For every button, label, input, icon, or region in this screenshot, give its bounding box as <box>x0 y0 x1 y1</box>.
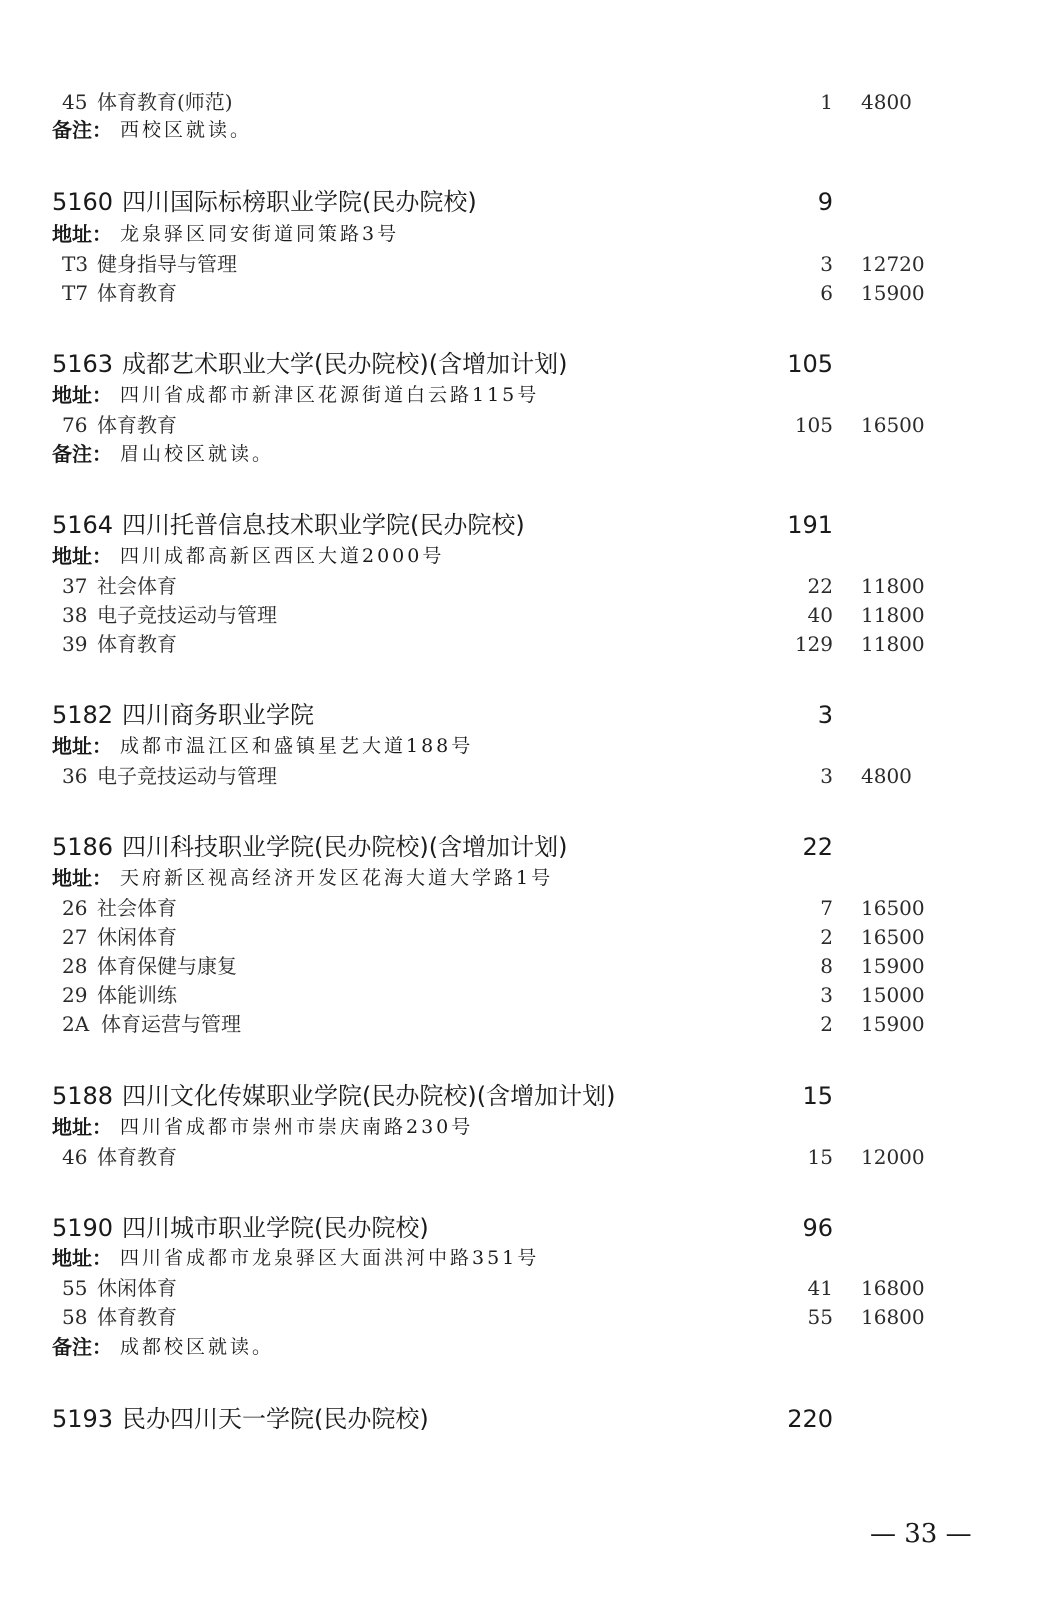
program-fee: 4800 <box>861 764 912 788</box>
institution-header <box>0 510 1063 540</box>
address-row <box>0 221 1063 247</box>
institution-header <box>0 1081 1063 1111</box>
program-row <box>0 1303 1063 1331</box>
institution-name: 四川科技职业学院(民办院校)(含增加计划) <box>122 833 568 861</box>
program-row <box>0 952 1063 980</box>
institution-code: 5186 <box>52 833 114 861</box>
program-fee: 16800 <box>861 1276 925 1300</box>
program-code: 37 <box>62 574 88 598</box>
program-code: 29 <box>62 983 88 1007</box>
institution-total: 9 <box>817 188 833 216</box>
program-name: 休闲体育 <box>97 925 177 949</box>
program-code: 55 <box>62 1276 88 1300</box>
program-row <box>0 762 1063 790</box>
program-count: 129 <box>794 632 833 656</box>
address-label: 地址： <box>52 866 112 890</box>
address-row <box>0 865 1063 891</box>
institution-code: 5164 <box>52 511 114 539</box>
program-count: 8 <box>820 954 833 978</box>
institution-total: 96 <box>802 1214 833 1242</box>
note-text: 成都校区就读。 <box>120 1336 275 1358</box>
address-text: 龙泉驿区同安街道同策路3号 <box>120 223 400 245</box>
page-number: — 33 — <box>870 1519 972 1549</box>
program-row <box>0 572 1063 600</box>
program-row <box>0 250 1063 278</box>
program-count: 6 <box>820 281 833 305</box>
address-text: 成都市温江区和盛镇星艺大道188号 <box>120 735 474 757</box>
address-label: 地址： <box>52 1115 112 1139</box>
program-name: 休闲体育 <box>97 1276 177 1300</box>
program-row <box>0 411 1063 439</box>
program-fee: 16500 <box>861 896 925 920</box>
program-count: 3 <box>820 764 833 788</box>
program-code: 2A <box>62 1012 90 1036</box>
institution-code: 5160 <box>52 188 114 216</box>
program-fee: 16500 <box>861 413 925 437</box>
institution-name: 四川商务职业学院 <box>122 701 314 729</box>
program-name: 体能训练 <box>97 983 177 1007</box>
institution-header <box>0 1213 1063 1243</box>
address-row <box>0 543 1063 569</box>
program-name: 社会体育 <box>97 574 177 598</box>
program-row <box>0 1010 1063 1038</box>
program-code: 58 <box>62 1305 88 1329</box>
program-fee: 15900 <box>861 1012 925 1036</box>
program-row <box>0 88 1063 116</box>
program-fee: 16500 <box>861 925 925 949</box>
program-row <box>0 630 1063 658</box>
institution-code: 5190 <box>52 1214 114 1242</box>
institution-total: 191 <box>787 511 833 539</box>
address-row <box>0 1114 1063 1140</box>
institution-code: 5163 <box>52 350 114 378</box>
program-fee: 15000 <box>861 983 925 1007</box>
note-label: 备注： <box>52 1335 112 1359</box>
institution-code: 5182 <box>52 701 114 729</box>
institution-header <box>0 700 1063 730</box>
program-code: 76 <box>62 413 88 437</box>
note-label: 备注： <box>52 118 112 142</box>
address-label: 地址： <box>52 734 112 758</box>
program-row <box>0 279 1063 307</box>
institution-code: 5188 <box>52 1082 114 1110</box>
program-fee: 11800 <box>861 632 925 656</box>
address-text: 天府新区视高经济开发区花海大道大学路1号 <box>120 867 554 889</box>
address-text: 四川成都高新区西区大道2000号 <box>120 545 445 567</box>
program-code: 38 <box>62 603 88 627</box>
program-count: 7 <box>820 896 833 920</box>
institution-total: 15 <box>802 1082 833 1110</box>
address-row <box>0 1245 1063 1271</box>
program-row <box>0 601 1063 629</box>
program-code: 36 <box>62 764 88 788</box>
program-name: 体育保健与康复 <box>97 954 237 978</box>
address-label: 地址： <box>52 383 112 407</box>
program-name: 电子竞技运动与管理 <box>97 764 277 788</box>
program-name: 体育教育(师范) <box>97 90 233 114</box>
program-row <box>0 981 1063 1009</box>
program-count: 15 <box>807 1145 833 1169</box>
address-row <box>0 382 1063 408</box>
institution-header <box>0 1404 1063 1434</box>
note-row <box>0 1334 1063 1360</box>
program-name: 体育运营与管理 <box>101 1012 241 1036</box>
program-fee: 11800 <box>861 603 925 627</box>
program-name: 社会体育 <box>97 896 177 920</box>
institution-name: 成都艺术职业大学(民办院校)(含增加计划) <box>122 350 568 378</box>
program-count: 40 <box>807 603 833 627</box>
institution-name: 四川文化传媒职业学院(民办院校)(含增加计划) <box>122 1082 616 1110</box>
program-code: 46 <box>62 1145 88 1169</box>
program-fee: 15900 <box>861 281 925 305</box>
address-label: 地址： <box>52 544 112 568</box>
institution-name: 四川城市职业学院(民办院校) <box>122 1214 429 1242</box>
program-count: 22 <box>807 574 833 598</box>
program-row <box>0 894 1063 922</box>
note-row <box>0 117 1063 143</box>
institution-name: 四川国际标榜职业学院(民办院校) <box>122 188 477 216</box>
program-fee: 15900 <box>861 954 925 978</box>
program-name: 体育教育 <box>97 1145 177 1169</box>
note-row <box>0 441 1063 467</box>
program-name: 体育教育 <box>97 281 177 305</box>
institution-total: 220 <box>787 1405 833 1433</box>
program-name: 体育教育 <box>97 632 177 656</box>
note-text: 西校区就读。 <box>120 119 253 141</box>
program-name: 电子竞技运动与管理 <box>97 603 277 627</box>
address-text: 四川省成都市龙泉驿区大面洪河中路351号 <box>120 1247 540 1269</box>
address-label: 地址： <box>52 1246 112 1270</box>
note-text: 眉山校区就读。 <box>120 443 275 465</box>
institution-name: 民办四川天一学院(民办院校) <box>122 1405 429 1433</box>
program-fee: 12000 <box>861 1145 925 1169</box>
program-count: 55 <box>807 1305 833 1329</box>
program-fee: 11800 <box>861 574 925 598</box>
program-row <box>0 923 1063 951</box>
institution-code: 5193 <box>52 1405 114 1433</box>
program-code: 39 <box>62 632 88 656</box>
institution-total: 22 <box>802 833 833 861</box>
note-label: 备注： <box>52 442 112 466</box>
program-fee: 16800 <box>861 1305 925 1329</box>
address-text: 四川省成都市新津区花源街道白云路115号 <box>120 384 540 406</box>
program-count: 2 <box>820 1012 833 1036</box>
program-name: 体育教育 <box>97 1305 177 1329</box>
program-code: 45 <box>62 90 88 114</box>
program-code: 27 <box>62 925 88 949</box>
institution-header <box>0 187 1063 217</box>
program-count: 2 <box>820 925 833 949</box>
program-name: 体育教育 <box>97 413 177 437</box>
address-text: 四川省成都市崇州市崇庆南路230号 <box>120 1116 474 1138</box>
institution-name: 四川托普信息技术职业学院(民办院校) <box>122 511 525 539</box>
program-row <box>0 1143 1063 1171</box>
institution-header <box>0 349 1063 379</box>
address-row <box>0 733 1063 759</box>
program-count: 41 <box>807 1276 833 1300</box>
program-row <box>0 1274 1063 1302</box>
program-fee: 12720 <box>861 252 925 276</box>
program-fee: 4800 <box>861 90 912 114</box>
program-count: 3 <box>820 252 833 276</box>
program-name: 健身指导与管理 <box>97 252 237 276</box>
institution-header <box>0 832 1063 862</box>
program-count: 1 <box>820 90 833 114</box>
program-count: 3 <box>820 983 833 1007</box>
program-count: 105 <box>794 413 833 437</box>
address-label: 地址： <box>52 222 112 246</box>
program-code: T7 <box>62 281 89 305</box>
program-code: T3 <box>62 252 89 276</box>
program-code: 28 <box>62 954 88 978</box>
program-code: 26 <box>62 896 88 920</box>
institution-total: 105 <box>787 350 833 378</box>
institution-total: 3 <box>817 701 833 729</box>
